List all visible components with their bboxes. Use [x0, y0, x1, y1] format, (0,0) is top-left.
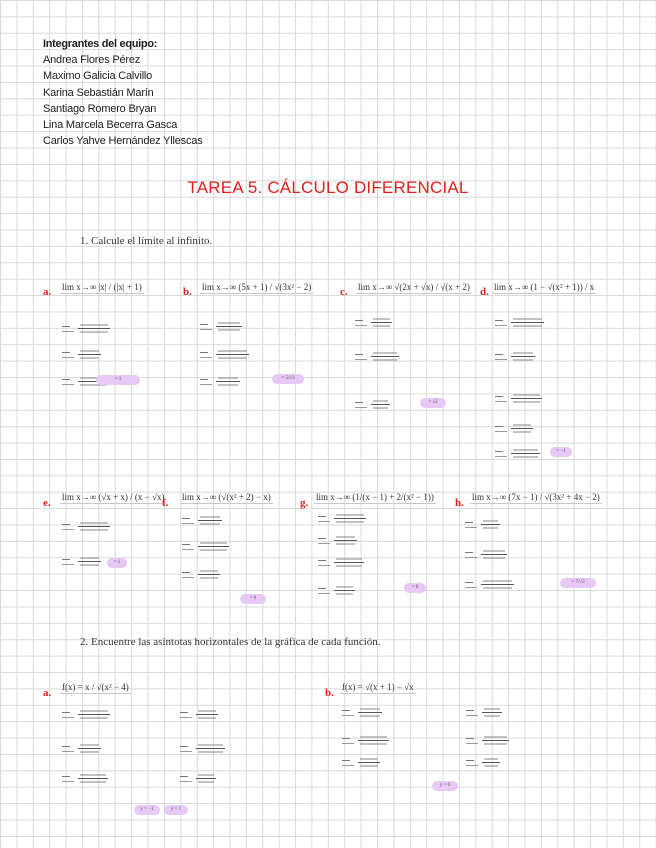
work-step	[495, 350, 555, 362]
fraction-mark	[334, 512, 366, 524]
fraction-mark	[196, 772, 216, 784]
fraction-mark	[78, 555, 101, 567]
work-step	[62, 322, 122, 334]
work-step	[62, 520, 122, 532]
fraction-mark	[78, 708, 110, 720]
work-step	[342, 756, 402, 768]
fraction-mark	[511, 392, 542, 404]
work-step	[466, 734, 526, 746]
problem-expression: lim x→∞ (1 − √(x² + 1)) / x	[494, 282, 595, 292]
limit-symbol	[62, 322, 74, 332]
work-step	[180, 772, 240, 784]
team-member: Karina Sebastián Marín	[43, 86, 154, 99]
team-block	[43, 36, 203, 149]
limit-symbol	[318, 584, 330, 594]
work-step	[62, 742, 122, 754]
work-step	[495, 447, 555, 459]
problem-expression: f(x) = x / √(x² − 4)	[62, 682, 129, 692]
work-step	[200, 348, 260, 360]
work-step	[318, 512, 378, 524]
work-step	[182, 568, 242, 580]
limit-symbol	[495, 392, 507, 402]
limit-symbol	[182, 540, 194, 550]
limit-symbol	[200, 375, 212, 385]
fraction-mark	[78, 348, 101, 360]
answer-highlight: = √2	[420, 398, 446, 408]
fraction-mark	[481, 518, 500, 530]
problem-label: e.	[43, 497, 51, 509]
work-step	[465, 548, 525, 560]
limit-symbol	[62, 742, 74, 752]
problem-label: g.	[300, 497, 309, 509]
fraction-mark	[78, 520, 110, 532]
work-step	[466, 706, 526, 718]
limit-symbol	[62, 772, 74, 782]
limit-symbol	[62, 708, 74, 718]
problem-expression: lim x→∞ √(2x + √x) / √(x + 2)	[358, 282, 470, 292]
fraction-mark	[371, 350, 399, 362]
limit-symbol	[180, 772, 192, 782]
work-step	[465, 518, 525, 530]
limit-symbol	[355, 398, 367, 408]
limit-symbol	[342, 734, 354, 744]
limit-symbol	[355, 316, 367, 326]
work-step	[62, 772, 122, 784]
work-step	[318, 534, 378, 546]
answer-highlight: y = 0	[432, 781, 458, 791]
work-step	[182, 540, 242, 552]
fraction-mark	[371, 398, 390, 410]
fraction-mark	[198, 514, 222, 526]
limit-symbol	[342, 756, 354, 766]
limit-symbol	[318, 556, 330, 566]
fraction-mark	[334, 556, 364, 568]
problem-label: b.	[183, 286, 192, 298]
answer-highlight: = 1	[96, 375, 140, 385]
work-step	[495, 422, 555, 434]
fraction-mark	[334, 534, 357, 546]
fraction-mark	[358, 734, 389, 746]
fraction-mark	[216, 375, 240, 387]
limit-symbol	[495, 447, 507, 457]
work-step	[342, 734, 402, 746]
problem-label: c.	[340, 286, 348, 298]
fraction-mark	[216, 320, 242, 332]
work-step	[180, 708, 240, 720]
fraction-mark	[196, 742, 225, 754]
fraction-mark	[482, 734, 509, 746]
work-step	[495, 392, 555, 404]
limit-symbol	[200, 348, 212, 358]
problem-label: d.	[480, 286, 489, 298]
fraction-mark	[481, 578, 514, 590]
fraction-mark	[371, 316, 392, 328]
work-step	[355, 350, 415, 362]
fraction-mark	[482, 756, 500, 768]
fraction-mark	[334, 584, 355, 596]
team-member: Santiago Romero Bryan	[43, 102, 157, 115]
problem-expression: lim x→∞ (√x + x) / (x − √x)	[62, 492, 165, 502]
limit-symbol	[342, 706, 354, 716]
work-step	[342, 706, 402, 718]
team-member: Andrea Flores Pérez	[43, 54, 141, 67]
limit-symbol	[495, 350, 507, 360]
work-step	[318, 556, 378, 568]
limit-symbol	[465, 518, 477, 528]
answer-highlight: = 0	[240, 594, 266, 604]
limit-symbol	[466, 706, 478, 716]
fraction-mark	[358, 706, 382, 718]
answer-highlight: y = −1	[134, 805, 160, 815]
fraction-mark	[482, 706, 502, 718]
answer-highlight: = 7/√3	[560, 578, 596, 588]
fraction-mark	[511, 447, 540, 459]
team-header: Integrantes del equipo:	[43, 38, 158, 50]
work-step	[180, 742, 240, 754]
fraction-mark	[511, 316, 544, 328]
problem-label: a.	[43, 687, 52, 699]
work-step	[62, 348, 122, 360]
work-step	[465, 578, 525, 590]
answer-highlight: = −1	[550, 447, 572, 457]
work-step	[200, 375, 260, 387]
team-member: Carlos Yahve Hernández Yllescas	[43, 135, 203, 148]
limit-symbol	[62, 348, 74, 358]
work-step	[318, 584, 378, 596]
limit-symbol	[318, 534, 330, 544]
limit-symbol	[62, 555, 74, 565]
page-title: TAREA 5. CÁLCULO DIFERENCIAL	[187, 178, 469, 197]
problem-expression: lim x→∞ (5x + 1) / √(3x² − 2)	[202, 282, 312, 292]
problem-expression: lim x→∞ (√(x² + 2) − x)	[182, 492, 271, 502]
limit-symbol	[180, 742, 192, 752]
team-member: Lina Marcela Becerra Gasca	[43, 119, 178, 132]
fraction-mark	[511, 350, 535, 362]
limit-symbol	[466, 734, 478, 744]
problem-expression: lim x→∞ |x| / (|x| + 1)	[62, 282, 142, 292]
section2-prompt: 2. Encuentre las asíntotas horizontales de la gráfica de cada función.	[80, 636, 381, 648]
problem-label: b.	[325, 687, 334, 699]
fraction-mark	[78, 322, 110, 334]
limit-symbol	[182, 514, 194, 524]
work-step	[355, 316, 415, 328]
answer-highlight: = 0	[404, 583, 426, 593]
limit-symbol	[465, 548, 477, 558]
limit-symbol	[318, 512, 330, 522]
work-step	[182, 514, 242, 526]
fraction-mark	[78, 772, 108, 784]
problem-label: f.	[162, 497, 169, 509]
limit-symbol	[355, 350, 367, 360]
problem-expression: lim x→∞ (7x − 1) / √(3x² + 4x − 2)	[472, 492, 600, 502]
problem-label: a.	[43, 286, 52, 298]
section1-prompt: 1. Calcule el límite al infinito.	[80, 235, 213, 247]
limit-symbol	[466, 756, 478, 766]
answer-highlight: = 1	[107, 558, 127, 568]
team-member: Maximo Galicia Calvillo	[43, 70, 153, 83]
limit-symbol	[495, 316, 507, 326]
limit-symbol	[62, 375, 74, 385]
limit-symbol	[180, 708, 192, 718]
problem-expression: lim x→∞ (1/(x − 1) + 2/(x² − 1))	[316, 492, 434, 502]
limit-symbol	[465, 578, 477, 588]
fraction-mark	[511, 422, 533, 434]
work-step	[355, 398, 415, 410]
answer-highlight: = 5/√3	[272, 374, 304, 384]
limit-symbol	[182, 568, 194, 578]
problem-label: h.	[455, 497, 464, 509]
fraction-mark	[78, 742, 101, 754]
problem-expression: f(x) = √(x + 1) − √x	[342, 682, 414, 692]
limit-symbol	[200, 320, 212, 330]
fraction-mark	[216, 348, 249, 360]
limit-symbol	[495, 422, 507, 432]
work-step	[466, 756, 526, 768]
work-step	[200, 320, 260, 332]
fraction-mark	[196, 708, 218, 720]
fraction-mark	[198, 540, 229, 552]
fraction-mark	[481, 548, 507, 560]
work-step	[62, 708, 122, 720]
fraction-mark	[358, 756, 380, 768]
limit-symbol	[62, 520, 74, 530]
fraction-mark	[198, 568, 220, 580]
answer-highlight: y = 1	[164, 805, 188, 815]
work-step	[495, 316, 555, 328]
